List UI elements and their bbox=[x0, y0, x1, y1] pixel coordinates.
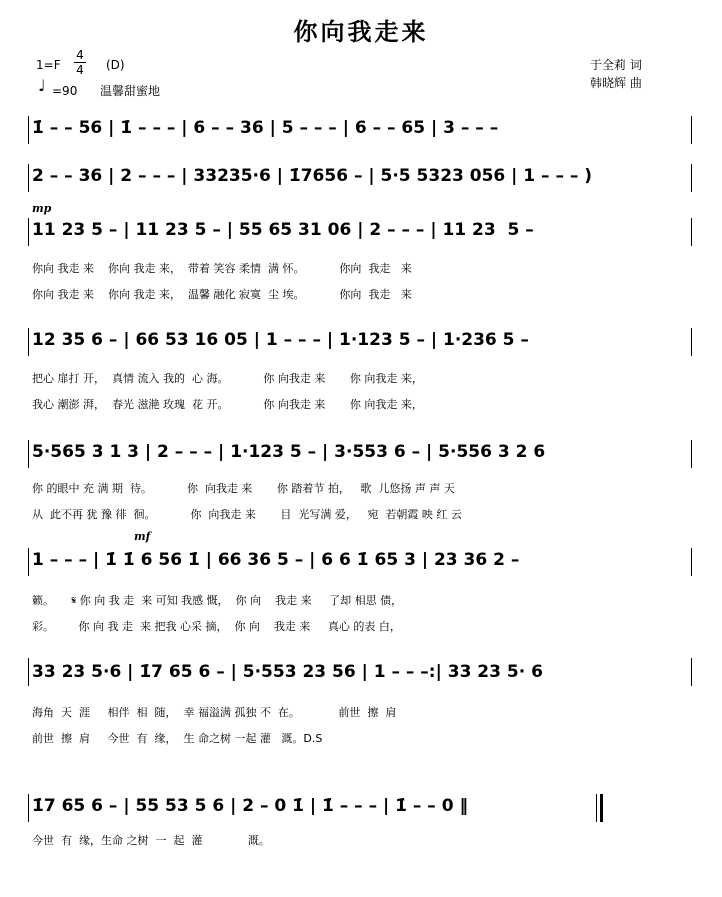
lyric-verse-2: 我心 潮澎 湃， 春光 滋滟 玫瑰 花 开。 你 向我走 来 你 向我走 来， bbox=[32, 398, 423, 411]
time-signature bbox=[74, 49, 86, 76]
time-bottom: 4 bbox=[76, 63, 84, 77]
notation-line: 12 35 6 – | 66 53 16 05 | 1 – – – | 1·123 5 – | 1·236 5 – bbox=[32, 330, 529, 350]
dynamic-marking: mp bbox=[32, 202, 52, 215]
lyric-verse-2: 你向 我走 来 你向 我走 来， 温馨 融化 寂寞 尘 埃。 你向 我走 来 bbox=[32, 288, 412, 301]
notation-line: 1̇ – – 56 | 1̇ – – – | 6 – – 36 | 5 – – – | 6 – – 65 | 3 – – – bbox=[32, 118, 499, 138]
notation-line: 2 – – 36 | 2 – – – | 33235·6 | 1̇7656 – | 5·5 5323 056 | 1 – – – ) bbox=[32, 166, 593, 186]
lyric-verse-1: 你 的眼中 充 满 期 待。 你 向我走 来 你 踏着节 拍， 歌 儿悠扬 声 声 天 bbox=[32, 482, 455, 495]
notation-line: 1 – – – | 1̇ 1̇ 6 56 1̇ | 66 36 5 – | 6 6 1̇ 65 3 | 23 36 2 – bbox=[32, 550, 520, 570]
quarter-note-icon: ♩ bbox=[38, 76, 46, 95]
lyric-verse-1: 海角 天 涯 相伴 相 随， 幸 福溢满 孤独 不 在。 前世 擦 肩 bbox=[32, 706, 397, 719]
lyric-verse-2: 前世 擦 肩 今世 有 缘， 生 命之树 一起 灌 溉。D.S bbox=[32, 732, 323, 745]
notation-line: 5·565 3 1 3 | 2 – – – | 1·123 5 – | 3·553 6 – | 5·556 3 2 6 bbox=[32, 442, 546, 462]
lyricist-credit: 于全莉 词 bbox=[590, 58, 642, 72]
lyric-verse-1: 你向 我走 来 你向 我走 来， 带着 笑容 柔情 满 怀。 你向 我走 来 bbox=[32, 262, 412, 275]
tempo-marking: =90 bbox=[52, 84, 78, 98]
lyric-verse-2: 彩。 你 向 我 走 来 把我 心采 摘， 你 向 我走 来 真心 的表 白， bbox=[32, 620, 401, 633]
expression-marking: 温馨甜蜜地 bbox=[100, 84, 161, 98]
lyric-verse-1: 把心 扉打 开， 真情 流入 我的 心 海。 你 向我走 来 你 向我走 来， bbox=[32, 372, 423, 385]
notation-line: 33 23 5·6 | 1̇7 65 6 – | 5·553 23 56 | 1 – – –:| 33 23 5· 6 bbox=[32, 662, 543, 682]
time-top: 4 bbox=[76, 48, 84, 62]
notation-line: 11 23 5 – | 11 23 5 – | 55 65 31 06 | 2 – – – | 11 23 5 – bbox=[32, 220, 534, 240]
key-signature: 1=F bbox=[36, 58, 61, 72]
composer-credit: 韩晓辉 曲 bbox=[590, 76, 642, 90]
alt-key: (D) bbox=[106, 58, 125, 72]
notation-line: 1̇7 65 6 – | 55 53 5 6 | 2 – 0 1̇ | 1̇ – – – | 1̇ – – 0 ‖ bbox=[32, 796, 468, 816]
dynamic-marking: mf bbox=[134, 530, 151, 543]
song-title: 你向我走来 bbox=[293, 17, 429, 46]
lyric-verse-1: 今世 有 缘，生命 之树 一 起 灌 溉。 bbox=[32, 834, 270, 847]
lyric-verse-1: 籁。 𝄋 你 向 我 走 来 可知 我感 慨， 你 向 我走 来 了却 相思 债， bbox=[32, 594, 403, 607]
lyric-verse-2: 从 此不再 犹 豫 徘 徊。 你 向我走 来 目 光写满 爱， 宛 若朝霞 映 红 云 bbox=[32, 508, 462, 521]
